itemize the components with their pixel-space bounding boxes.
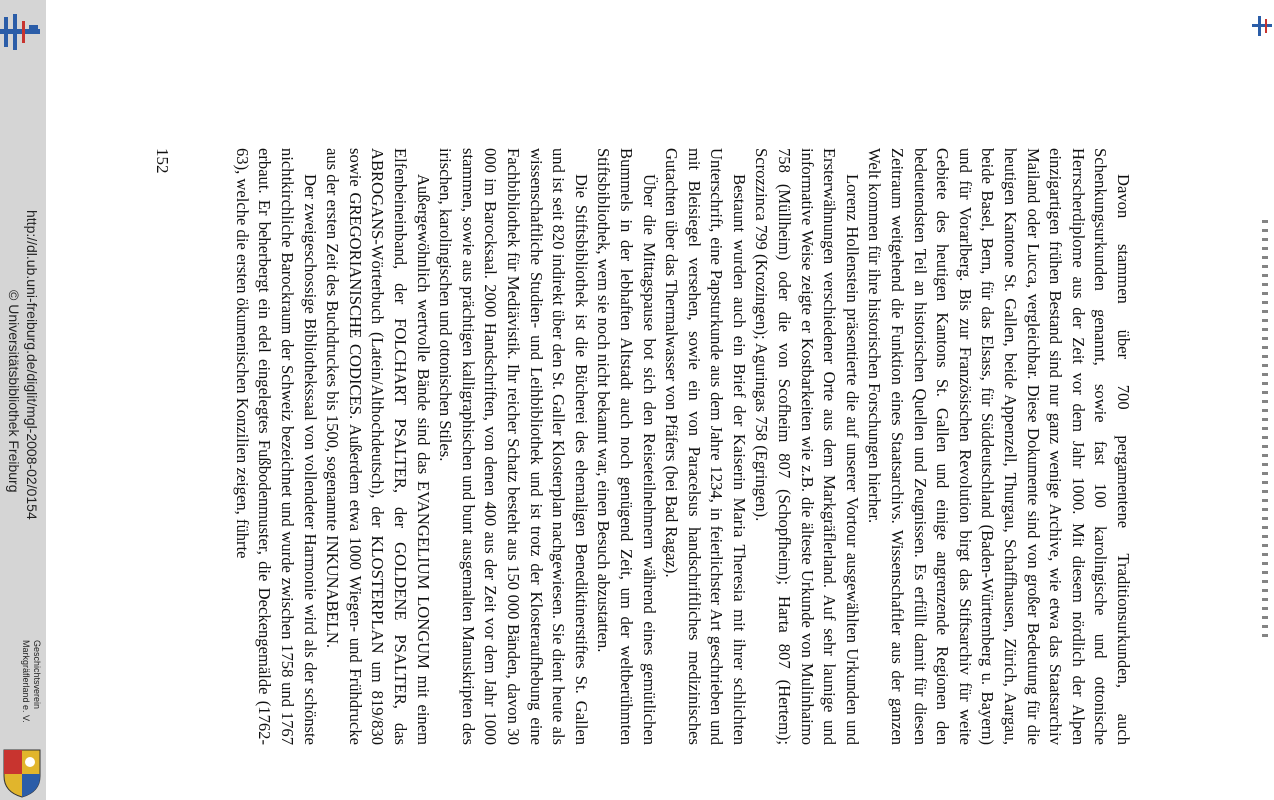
page-body: [230, 148, 1134, 745]
paragraph: Außergewöhnlich wertvolle Bände sind das EVANGELIUM LONGUM mit einem Elfenbeineinband, der FOLCHART PSALTER, der GOLDENE PSALTER, das ABROGANS-Wörterbuch (Latein/Althochdeutsch), der KLOSTERPLAN um 819/830 sowie GREGORIANISCHE CODICES. Außerdem etwa 1000 Wiegen- und Frühdrucke aus der ersten Zeit des Buchdruckes bis 1500, sogenannte INKUNABELN.: [323, 148, 433, 745]
paragraph: Über die Mittagspause bot sich den Reiseteilnehmern während eines gemütlichen Bummels in der lebhaften Altstadt auch noch genügend Zeit, um der weltberühmten Stiftsbibliothek, wem sie noch nicht bekannt war, einen Besuch abzustatten.: [594, 148, 659, 745]
page-number: 152: [153, 148, 172, 174]
paragraph: Davon stammen über 700 pergamentene Traditionsurkunden, auch Schenkungsurkunden genannt, sowie fast 100 karolingische und ottonische Herrscherdiplome aus der Zeit vor dem Jahr 1000. Mit diesem nördlich der Alpen einzigartigen frühen Bestand sind nur ganz wenige Archive, wie etwa das Staatsarchiv Mailand oder Lucca, vergleichbar. Diese Dokumente sind von großer Bedeutung für die heutigen Kantone St. Gallen, beide Appenzell, Thurgau, Schaffhausen, Zürich, Aargau, beide Basel, Bern, für das Elsass, für Süddeutschland (Baden-Württemberg u. Bayern) und für Vorarlberg. Bis zur Französischen Revolution birgt das Stiftsarchiv für weite Gebiete des heutigen Kantons St. Gallen und einige angrenzende Regionen den bedeutendsten Teil an historischen Quellen und Zeugnissen. Es erfüllt damit für diesen Zeitraum weitgehend die Funktion eines Staatsarchivs. Wissenschaftler aus der ganzen Welt kommen für ihre historischen Forschungen hierher.: [865, 148, 1133, 745]
ub-freiburg-logo-icon: [1252, 14, 1272, 38]
verein-line-1: Geschichtsverein: [32, 640, 42, 710]
copyright-notice: © Universitätsbibliothek Freiburg: [6, 290, 22, 493]
paragraph: Lorenz Hollenstein präsentierte die auf unserer Vortour ausgewählten Urkunden und Ersterwähnungen verschiedener Orte aus dem Markgräflerland. Auf sehr launige und informative Weise zeigte er Kostbarkeiten wie z.B. die älteste Urkunde von Mulinhaimo 758 (Müllheim) oder die von Scofheim 807 (Schopfheim); Harta 807 (Hertem); Scrozzinca 799 (Krozingen); Aguringas 758 (Egringen).: [752, 148, 862, 745]
source-url-link[interactable]: http://dl.ub.uni-freiburg.de/diglit/mgl-2008-02/0154: [24, 210, 40, 520]
scanned-page: [28, 0, 1142, 800]
verein-line-2: Markgräflerland e. V.: [21, 640, 31, 723]
paragraph: Bestaunt wurden auch ein Brief der Kaiserin Maria Theresia mit ihrer schlichten Unterschrift, eine Papsturkunde aus dem Jahre 1234, in feierlichster Art geschrieben und mit Bleisiegel versehen, sowie ein von Paracelsus handschriftliches medizinisches Gutachten über das Thermalwasser von Pfäfers (bei Bad Ragaz).: [662, 148, 749, 745]
next-page-text-edge: [1262, 220, 1268, 640]
paragraph: Die Stiftsbibliothek ist die Bücherei des ehemaligen Benediktinerstiftes St. Gallen und ist seit 820 indirekt über den St. Galler Klosterplan nachgewiesen. Sie dient heute als wissenschaftliche Studien- und Leihbibliothek und ist trotz der Klosteraufhebung eine Fachbibliothek für Mediävistik. Ihr reicher Schatz besteht aus 150 000 Bänden, davon 30 000 im Barocksaal. 2000 Handschriften, von denen 400 aus der Zeit vor dem Jahr 1000 stammen, sowie aus prächtigen kalligraphischen und bunt ausgemalten Manuskripten des irischen, karolingischen und ottonischen Stiles.: [436, 148, 591, 745]
paragraph: Der zweigeschossige Bibliothekssaal von vollendeter Harmonie wird als der schönste nichtkirchliche Barockraum der Schweiz bezeichnet und wurde zwischen 1758 und 1767 erbaut. Er beherbergt ein edel eingelegtes Fußbodenmuster, die Deckengemälde (1762-63), welche die ersten ökumenischen Konzilien zeigen, führte: [232, 148, 320, 745]
